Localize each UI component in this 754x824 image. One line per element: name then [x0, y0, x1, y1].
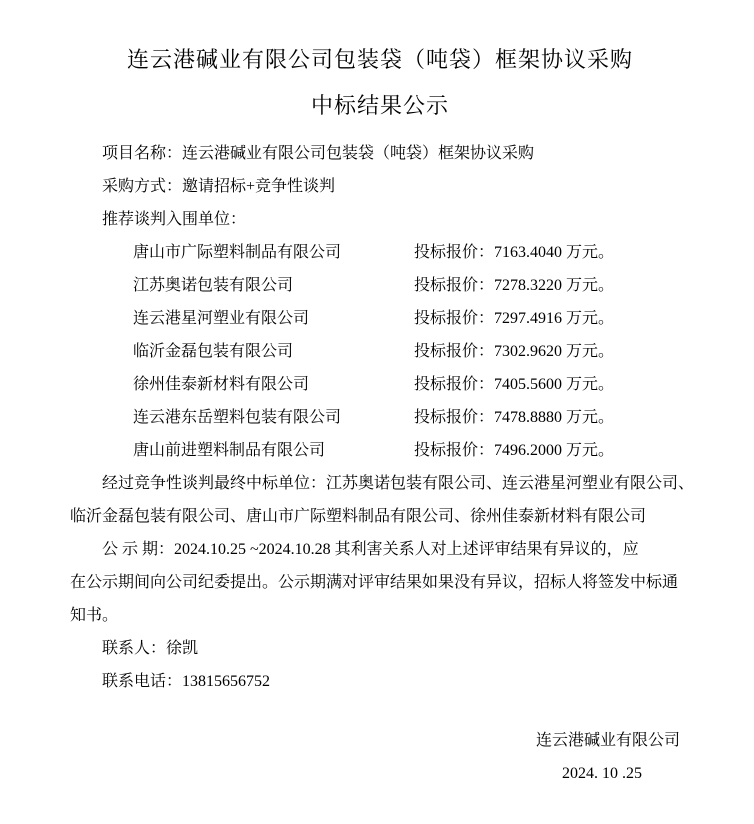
- contact-phone-line: 联系电话：13815656752: [102, 673, 271, 690]
- bidder-row: [70, 368, 690, 401]
- signature-date: 2024. 10 .25: [562, 765, 642, 782]
- winners-paragraph: [70, 467, 695, 533]
- bidder-price: 投标报价：7302.9620 万元。: [414, 343, 615, 360]
- bidder-company: 连云港星河塑业有限公司: [133, 310, 310, 327]
- bidder-company: 连云港东岳塑料包装有限公司: [133, 409, 342, 426]
- contact-person-line: 联系人：徐凯: [102, 640, 199, 657]
- procurement-method-line: 采购方式：邀请招标+竞争性谈判: [102, 178, 336, 195]
- bidder-company: 唐山市广际塑料制品有限公司: [133, 244, 342, 261]
- shortlist-heading: 推荐谈判入围单位：: [102, 211, 247, 228]
- winners-line: 经过竞争性谈判最终中标单位：江苏奥诺包装有限公司、连云港星河塑业有限公司、: [102, 475, 695, 492]
- bidder-row: [70, 401, 690, 434]
- bidder-price: 投标报价：7496.2000 万元。: [414, 442, 615, 459]
- bidder-row: [70, 335, 690, 368]
- winners-line: 临沂金磊包装有限公司、唐山市广际塑料制品有限公司、徐州佳泰新材料有限公司: [70, 508, 647, 525]
- page-title: [70, 37, 690, 129]
- bidder-company: 江苏奥诺包装有限公司: [133, 277, 294, 294]
- bidder-row: [70, 434, 690, 467]
- bidder-company: 徐州佳泰新材料有限公司: [133, 376, 310, 393]
- bidder-price: 投标报价：7163.4040 万元。: [414, 244, 615, 261]
- bidder-company: 唐山前进塑料制品有限公司: [133, 442, 326, 459]
- signature-company: 连云港碱业有限公司: [535, 732, 680, 749]
- project-name-line: 项目名称：连云港碱业有限公司包装袋（吨袋）框架协议采购: [102, 145, 535, 162]
- bidder-company: 临沂金磊包装有限公司: [133, 343, 294, 360]
- bidder-row: [70, 269, 690, 302]
- publicity-period-paragraph: [70, 533, 690, 632]
- bidder-price: 投标报价：7478.8880 万元。: [414, 409, 615, 426]
- title-line-1: 连云港碱业有限公司包装袋（吨袋）框架协议采购: [126, 47, 633, 72]
- bidder-row: [70, 302, 690, 335]
- bidder-list: [70, 236, 690, 467]
- bidder-price: 投标报价：7405.5600 万元。: [414, 376, 615, 393]
- title-line-2: 中标结果公示: [310, 93, 449, 118]
- publicity-line: 在公示期间向公司纪委提出。公示期满对评审结果如果没有异议，招标人将签发中标通: [70, 574, 679, 591]
- bidder-row: [70, 236, 690, 269]
- bidder-price: 投标报价：7297.4916 万元。: [414, 310, 615, 327]
- signature-block: [70, 724, 690, 790]
- bidder-price: 投标报价：7278.3220 万元。: [414, 277, 615, 294]
- publicity-line: 知书。: [70, 607, 119, 624]
- publicity-line: 公 示 期：2024.10.25 ~2024.10.28 其利害关系人对上述评审结果有异议的，应: [102, 541, 639, 558]
